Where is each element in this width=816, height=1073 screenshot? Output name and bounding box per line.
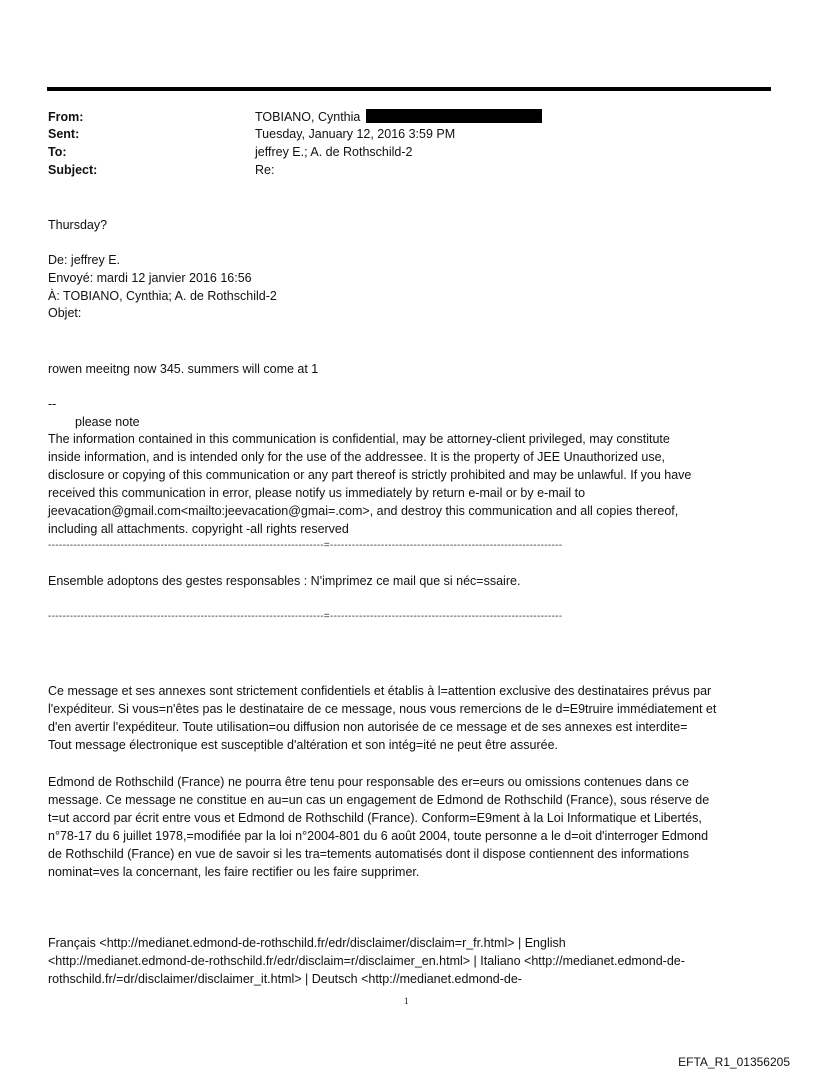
subject-label: Subject:	[48, 163, 98, 177]
disclaimer-line: l'expéditeur. Si vous=n'êtes pas le destinataire de ce message, nous vous remercions de le d=E9truire immédiatement et	[48, 702, 717, 716]
disclaimer-line: de Rothschild (France) en vue de savoir si les tra=tements automatisés dont il dispose contiennent des informations	[48, 847, 689, 861]
reply-text: Thursday?	[48, 218, 108, 232]
links-line: <http://medianet.edmond-de-rothschild.fr/edr/disclaim=r/disclaimer_en.html> | Italiano <http://medianet.edmond-de-	[48, 954, 685, 968]
signature-dashes: --	[48, 397, 57, 411]
disclaimer-line: nominat=ves la concernant, les faire rectifier ou les faire supprimer.	[48, 865, 420, 879]
notice-line: including all attachments. copyright -all rights reserved	[48, 522, 349, 536]
page-number: 1	[404, 996, 409, 1006]
separator-line: ----------------------------------------------------------------------------=----------------------------------------------------------------	[48, 540, 563, 551]
disclaimer-line: Tout message électronique est susceptible d'altération et son intég=ité ne peut être assurée.	[48, 738, 558, 752]
please-note: please note	[75, 415, 140, 429]
notice-line: jeevacation@gmail.com<mailto:jeevacation@gmai=.com>, and destroy this communication and all copies thereof,	[48, 504, 679, 518]
separator-line-2: ----------------------------------------------------------------------------=----------------------------------------------------------------	[48, 611, 563, 622]
links-line: rothschild.fr/=dr/disclaimer/disclaimer_it.html> | Deutsch <http://medianet.edmond-de-	[48, 972, 522, 986]
quoted-to: À: TOBIANO, Cynthia; A. de Rothschild-2	[48, 289, 277, 303]
ensemble-text: Ensemble adoptons des gestes responsables : N'imprimez ce mail que si néc=ssaire.	[48, 574, 521, 588]
notice-line: received this communication in error, please notify us immediately by return e-mail or by e-mail to	[48, 486, 586, 500]
subject-value: Re:	[255, 163, 275, 177]
disclaimer-line: n°78-17 du 6 juillet 1978,=modifiée par la loi n°2004-801 du 6 août 2004, toute personne a le d=oit d'interroger Edmond	[48, 829, 709, 843]
header-rule	[47, 87, 771, 91]
from-label: From:	[48, 110, 84, 124]
sent-label: Sent:	[48, 127, 80, 141]
to-value: jeffrey E.; A. de Rothschild-2	[255, 145, 413, 159]
disclaimer-line: message. Ce message ne constitue en au=un cas un engagement de Edmond de Rothschild (France), sous réserve de	[48, 793, 710, 807]
sent-value: Tuesday, January 12, 2016 3:59 PM	[255, 127, 456, 141]
bates-number: EFTA_R1_01356205	[678, 1055, 790, 1069]
from-value	[255, 109, 542, 126]
notice-line: disclosure or copying of this communication or any part thereof is strictly prohibited and may be unlawful. If you have	[48, 468, 692, 482]
from-name: TOBIANO, Cynthia	[255, 110, 361, 124]
disclaimer-line: Edmond de Rothschild (France) ne pourra être tenu pour responsable des er=eurs ou omissions contenues dans ce	[48, 775, 689, 789]
links-line: Français <http://medianet.edmond-de-rothschild.fr/edr/disclaimer/disclaim=r_fr.html> | English	[48, 936, 566, 950]
quoted-from: De: jeffrey E.	[48, 253, 121, 267]
message-text: rowen meeitng now 345. summers will come at 1	[48, 362, 319, 376]
quoted-sent: Envoyé: mardi 12 janvier 2016 16:56	[48, 271, 252, 285]
quoted-subject: Objet:	[48, 306, 82, 320]
disclaimer-line: Ce message et ses annexes sont strictement confidentiels et établis à l=attention exclusive des destinataires prévus par	[48, 684, 712, 698]
disclaimer-line: t=ut accord par écrit entre vous et Edmond de Rothschild (France). Conform=E9ment à la Loi Informatique et Libertés,	[48, 811, 702, 825]
notice-line: inside information, and is intended only for the use of the addressee. It is the property of JEE Unauthorized use,	[48, 450, 666, 464]
redaction-bar	[366, 109, 542, 123]
to-label: To:	[48, 145, 67, 159]
disclaimer-line: d'en avertir l'expéditeur. Toute utilisation=ou diffusion non autorisée de ce message et de ses annexes est interdite=	[48, 720, 688, 734]
notice-line: The information contained in this communication is confidential, may be attorney-client privileged, may constitute	[48, 432, 670, 446]
